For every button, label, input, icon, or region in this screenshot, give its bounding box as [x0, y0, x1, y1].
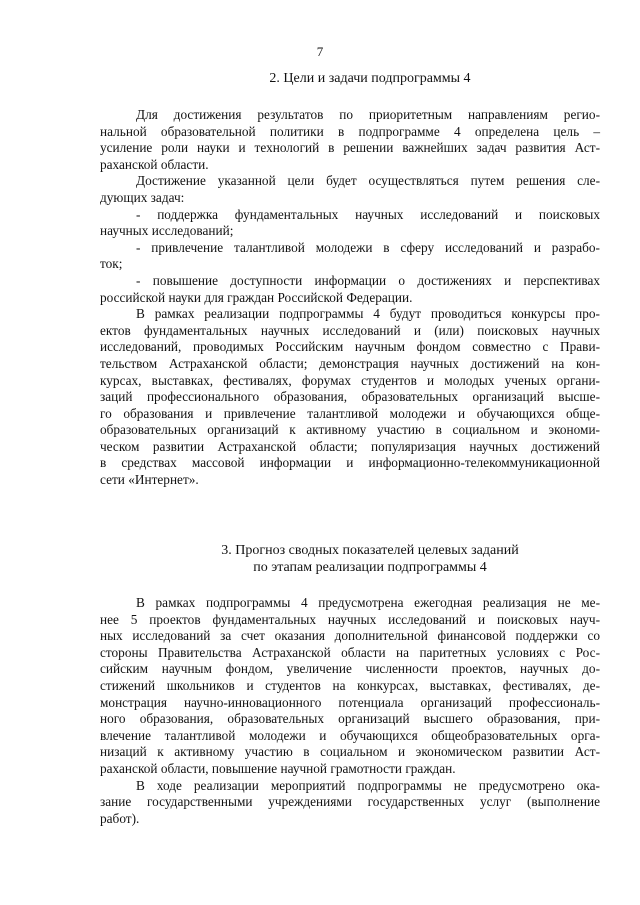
text-line: заций профессионального образования, образовательных организаций высше-	[100, 389, 600, 405]
text-line: зание государственными учреждениями государственных услуг (выполнение	[100, 794, 600, 810]
text-line: ных исследований за счет оказания дополнительной финансовой поддержки со	[100, 628, 600, 644]
text-line: - повышение доступности информации о достижениях и перспективах	[136, 272, 600, 288]
section-3-title	[100, 542, 640, 576]
text-line: нее 5 проектов фундаментальных научных исследований и поисковых науч-	[100, 611, 600, 627]
text-line: сийским научным фондом, увеличение численности проектов, научных до-	[100, 661, 600, 677]
text-line: низаций к активному участию в социальном и экономическом развитии Аст-	[100, 744, 600, 760]
text-line: в средствах массовой информации и информационно-телекоммуникационной	[100, 455, 600, 471]
paragraph	[100, 173, 600, 206]
text-line: раханской области.	[100, 156, 209, 172]
text-line: сети «Интернет».	[100, 472, 199, 488]
page-number: 7	[316, 44, 324, 59]
paragraph	[100, 595, 600, 778]
text-line: ного образования, образовательных организаций высшего образования, при-	[100, 711, 600, 727]
text-line: - привлечение талантливой молодежи в сферу исследований и разрабо-	[136, 239, 600, 255]
paragraph	[100, 207, 600, 240]
text-line: научных исследований;	[100, 223, 234, 239]
section-3-title-line-1: 3. Прогноз сводных показателей целевых заданий	[221, 543, 519, 558]
section-2-body	[100, 107, 600, 489]
text-line: усиление роли науки и технологий в решении важнейших задач развития Аст-	[100, 140, 600, 156]
text-line: образовательных организаций к активному участию в социальном и экономи-	[100, 422, 600, 438]
section-2-title-text: 2. Цели и задачи подпрограммы 4	[269, 71, 471, 86]
text-line: раханской области, повышение научной грамотности граждан.	[100, 760, 456, 776]
text-line: ток;	[100, 256, 123, 272]
paragraph	[100, 306, 600, 489]
text-line: нальной образовательной политики в подпрограмме 4 определена цель –	[100, 123, 600, 139]
section-3-title-line-2: по этапам реализации подпрограммы 4	[253, 560, 487, 575]
text-line: ческом развитии Астраханской области; популяризация научных достижений	[100, 438, 600, 454]
text-line: тельством Астраханской области; демонстрация научных достижений на кон-	[100, 355, 600, 371]
text-line: российской науки для граждан Российской Федерации.	[100, 289, 413, 305]
section-3-body	[100, 595, 600, 827]
paragraph	[100, 778, 600, 828]
paragraph	[100, 107, 600, 173]
text-line: В рамках реализации подпрограммы 4 будут проводиться конкурсы про-	[136, 306, 600, 322]
text-line: дующих задач:	[100, 189, 185, 205]
section-2-title	[100, 70, 640, 87]
text-line: влечение талантливой молодежи и обучающихся общеобразовательных орга-	[100, 727, 600, 743]
text-line: ектов фундаментальных научных исследований и (или) поисковых научных	[100, 322, 600, 338]
text-line: исследований, проводимых Российским научным фондом совместно с Прави-	[100, 339, 600, 355]
paragraph	[100, 273, 600, 306]
text-line: Достижение указанной цели будет осуществляться путем решения сле-	[136, 173, 600, 189]
text-line: стижений школьников и студентов на конкурсах, выставках, фестивалях, де-	[100, 677, 600, 693]
text-line: Для достижения результатов по приоритетным направлениям регио-	[136, 107, 600, 122]
text-line: В ходе реализации мероприятий подпрограммы не предусмотрено ока-	[136, 777, 600, 793]
text-line: монстрация научно-инновационного потенциала организаций профессиональ-	[100, 694, 600, 710]
text-line: стороны Правительства Астраханской области на паритетных условиях с Рос-	[100, 644, 600, 660]
text-line: работ).	[100, 810, 140, 826]
text-line: В рамках подпрограммы 4 предусмотрена ежегодная реализация не ме-	[136, 595, 600, 610]
text-line: - поддержка фундаментальных научных исследований и поисковых	[136, 206, 600, 222]
text-line: го образования и привлечение талантливой молодежи и обучающихся обще-	[100, 405, 600, 421]
paragraph	[100, 240, 600, 273]
text-line: курсах, выставках, фестивалях, форумах студентов и молодых ученых органи-	[100, 372, 600, 388]
